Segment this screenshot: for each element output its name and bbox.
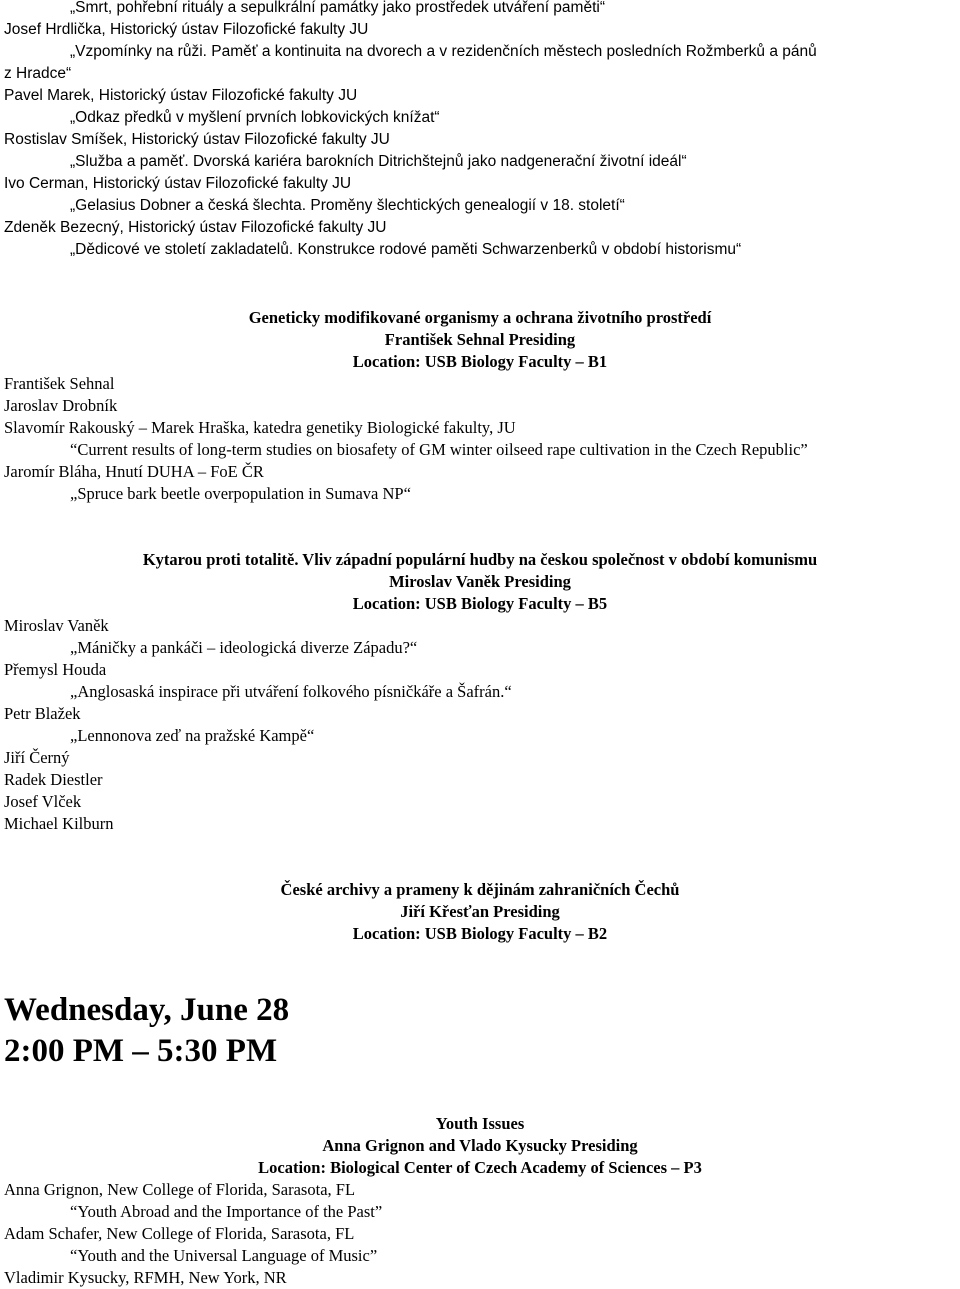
talk-title: „Dědicové ve století zakladatelů. Konstrukce rodové paměti Schwarzenberků v období historismu“ xyxy=(70,241,742,258)
speaker-line: Josef Vlček xyxy=(4,792,82,811)
session-title: Geneticky modifikované organismy a ochrana životního prostředí xyxy=(248,308,712,327)
day-date-heading: Wednesday, June 28 xyxy=(4,992,290,1028)
speaker-line: Vladimir Kysucky, RFMH, New York, NR xyxy=(4,1268,287,1287)
session-title: Kytarou proti totalitě. Vliv západní populární hudby na českou společnost v období komunismu xyxy=(142,550,818,569)
session-location: Location: USB Biology Faculty – B1 xyxy=(352,352,608,371)
speaker-line: Michael Kilburn xyxy=(4,814,114,833)
talk-title: „Lennonova zeď na pražské Kampě“ xyxy=(70,726,315,745)
talk-title: „Smrt, pohřební rituály a sepulkrální památky jako prostředek utváření paměti“ xyxy=(70,0,605,16)
speaker-line: Přemysl Houda xyxy=(4,660,107,679)
talk-title: „Spruce bark beetle overpopulation in Sumava NP“ xyxy=(70,484,411,503)
talk-title: „Gelasius Dobner a česká šlechta. Proměny šlechtických genealogií v 18. století“ xyxy=(70,197,625,214)
speaker-line: Jiří Černý xyxy=(4,748,70,767)
speaker-line: Rostislav Smíšek, Historický ústav Filozofické fakulty JU xyxy=(4,131,390,148)
talk-title-continued: z Hradce“ xyxy=(4,65,72,82)
talk-title: “Youth and the Universal Language of Music” xyxy=(70,1246,378,1265)
session-location: Location: USB Biology Faculty – B2 xyxy=(352,924,608,943)
session-presiding: Anna Grignon and Vlado Kysucky Presiding xyxy=(322,1136,638,1155)
session-location: Location: Biological Center of Czech Academy of Sciences – P3 xyxy=(258,1158,702,1177)
session-presiding: Miroslav Vaněk Presiding xyxy=(389,572,571,591)
talk-title: „Odkaz předků v myšlení prvních lobkovických knížat“ xyxy=(70,109,440,126)
session-presiding: Jiří Křesťan Presiding xyxy=(400,902,560,921)
speaker-line: Pavel Marek, Historický ústav Filozofické fakulty JU xyxy=(4,87,358,104)
talk-title: „Anglosaská inspirace při utváření folkového písničkáře a Šafrán.“ xyxy=(70,682,512,701)
speaker-line: Radek Diestler xyxy=(4,770,103,789)
speaker-line: Adam Schafer, New College of Florida, Sarasota, FL xyxy=(4,1224,355,1243)
day-time-heading: 2:00 PM – 5:30 PM xyxy=(4,1033,278,1069)
speaker-line: Zdeněk Bezecný, Historický ústav Filozofické fakulty JU xyxy=(4,219,387,236)
talk-title: “Youth Abroad and the Importance of the Past” xyxy=(70,1202,383,1221)
speaker-line: Anna Grignon, New College of Florida, Sarasota, FL xyxy=(4,1180,356,1199)
speaker-line: Miroslav Vaněk xyxy=(4,616,109,635)
session-title: Youth Issues xyxy=(435,1114,525,1133)
speaker-line: Jaroslav Drobník xyxy=(4,396,118,415)
speaker-line: Jaromír Bláha, Hnutí DUHA – FoE ČR xyxy=(4,462,264,481)
talk-title: „Služba a paměť. Dvorská kariéra barokních Ditrichštejnů jako nadgenerační životní ideál“ xyxy=(70,153,687,170)
talk-title: „Vzpomínky na růži. Paměť a kontinuita na dvorech a v rezidenčních městech posledních Rožmberků a pánů xyxy=(70,43,817,60)
session-location: Location: USB Biology Faculty – B5 xyxy=(352,594,608,613)
talk-title: „Máničky a pankáči – ideologická diverze Západu?“ xyxy=(70,638,418,657)
speaker-line: Petr Blažek xyxy=(4,704,81,723)
speaker-line: Josef Hrdlička, Historický ústav Filozofické fakulty JU xyxy=(4,21,369,38)
speaker-line: Slavomír Rakouský – Marek Hraška, katedra genetiky Biologické fakulty, JU xyxy=(4,418,516,437)
speaker-line: František Sehnal xyxy=(4,374,115,393)
speaker-line: Ivo Cerman, Historický ústav Filozofické fakulty JU xyxy=(4,175,352,192)
session-presiding: František Sehnal Presiding xyxy=(384,330,576,349)
session-title: České archivy a prameny k dějinám zahraničních Čechů xyxy=(280,880,680,899)
talk-title: “Current results of long-term studies on biosafety of GM winter oilseed rape cultivation in the Czech Republic” xyxy=(70,440,808,459)
